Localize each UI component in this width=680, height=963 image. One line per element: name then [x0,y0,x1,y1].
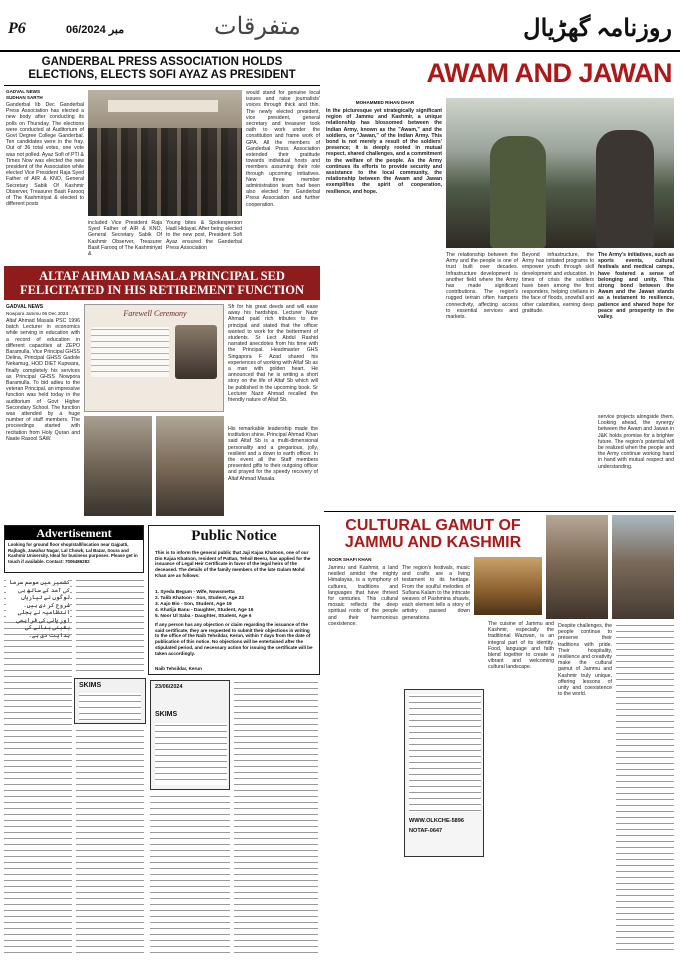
soldier-villager-photo [446,98,674,248]
heir-item: 2. Talib Khatoon - Son, Student, Age 22 [155,596,245,601]
masthead [0,0,680,52]
skims-label-1: SKIMS [79,682,102,689]
advertisement-box [4,525,144,573]
notice-closing: If any person has any objection or claim regarding the issuance of the said certificate, they are requested to submit their objections in writing to the office of the Naib Tehsildar, Kerun, within 7 days from the date of publication of this notice. No objections will be entertained after the stipulated period, and necessary action for issuing the certificate will be taken accordingly. [155,622,313,656]
awam-headline: AWAM AND JAWAN [426,58,672,88]
altaf-body-mid: Sfr for his great deeds and will ease away his hardships. Lecturer Nazir Ahmad paid rich tributes to the principal and stated that the officer wanted to work for the betterment of students. Sr Lect Abdul Rashid narrated anecdotes from his time with the Principal. Headmaster GHS Singapora F Azad shared his experiences of working with Altaf Sb as a man with golden heart. He announced that he is writing a short story on the life of Altaf Sb which will be published in the upcoming book. Sr Lecturer Nazir Ahmad recalled the friendly nature of Altaf Sb. [228,304,318,404]
awam-article [324,54,676,509]
ganderbal-article [4,54,320,264]
notice-title: Public Notice [191,528,277,544]
urdu-column-2 [76,578,144,674]
cultural-body-2: The region's festivals, music and crafts are a living testament to its heritage. From the soulful melodies of Sufiana Kalam to the intricate weaves of Pashmina shawls, each element tells a story of artistry passed down generations. [402,565,470,621]
photo-caption: included Vice President Raja Syed Father of AIR & KNO, General Secretary Sabik Of Kashmir Observer, Treasurer Basit Farooq of The Kashmiriyat & [88,220,163,258]
skims-label-2: SKIMS [155,711,178,718]
awam-byline: MOHAMMED RIHAN DHAR [355,100,415,105]
soldier-figure [490,136,546,248]
altaf-article [4,266,320,521]
cultural-continuation [616,623,674,953]
farewell-card-title: Farewell Ceremony [123,309,187,318]
crowd-shape [88,128,242,216]
urdu-advert-box [404,689,484,857]
ganderbal-headline: GANDERBAL PRESS ASSOCIATION HOLDS ELECTIONS, ELECTS SOFI AYAZ AS PRESIDENT [28,56,296,81]
press-association-photo [88,90,242,216]
cultural-body-3: The cuisine of Jammu and Kashmir, especially the traditional Wazwan, is an integral part of its identity. Food, language and faith blend together to create a vibrant and welcoming cultural landscape. [488,621,554,671]
urdu-advert-lines [409,694,481,812]
cultural-body-1: Jammu and Kashmir, a land nestled amidst the mighty Himalayas, is a symphony of cultures, traditions and languages that have thrived for centuries. This cultural mosaic reflects the deep spiritual roots of the people and their harmonious coexistence. [328,565,398,627]
notice-signature: Naib Tehsildar, Kerun [155,666,202,671]
altaf-headline: ALTAF AHMAD MASALA PRINCIPAL SED FELICITATED IN HIS RETIREMENT FUNCTION [19,269,305,297]
issue-date: 06/مبر 2024 [66,24,125,36]
altaf-place: Nowpora Jammu 06 Dec 2024 [6,311,69,316]
cultural-byline: NOOR SHAFI KHAN [328,557,372,562]
dateline-agency: GADVAL NEWS [6,89,41,94]
heir-item: 3. Aajo Bio - Son, Student, Age 19 [155,602,232,607]
masthead-rule [0,50,680,52]
skims-ad-lines-2 [155,723,227,785]
skims-ad-lines-1 [79,693,141,721]
altaf-body-left: Altaf Ahmad Masala PSC 1996 batch Lecturer in economics while serving in education with a record of education in different capacities at ZEPO Baramulla, Vice Principal GHSS Delina, Principal GHSS Gadole Nekamug, HOD DIET Kupwara, finally completely his services as Principal GHSS Nowpora Baramulla. To bid adieu to the veteran Principal, an impressive function was held today in the auditorium of Govt Higher Secondary School. The function was attended by a huge number of staff members. The proceedings started with recitation from Holy Quran and Naate Rasool SAW. [6,318,80,442]
urdu-column-2b [76,728,144,956]
skims-date: 23/06/2024 [155,684,183,690]
notice-body: This is to inform the general public that Jaji Kajaa Khatoon, one of our Dio Kajaa Khatoon, resident of Pattan, Tehsil Beeru, has applied for the issuance of Legal Heir Certificate in favor of the legal heirs of the deceased. The details of the family members of the late Gulam Mohd Khan are as follows: [155,550,311,578]
ganderbal-body-left: Ganderbal lib Dec Ganderbal Press Association has elected a new body after conducting its polls on Thursday. The elections were conducted at Auditorium of Govt Degree College Ganderbal. Ten candidates were in the fray. Out of 36 total votes, one vote was not polled. Ayaz Sofi of PTI & Times Now was elected the new president of the Association while elected Vice President Raja Syed Father of AIR & KNO, General Secretary Sabik Of Kashmir Observer, Treasurer Basit Farooq of The Kashmiriyat & elected to different posts [6,102,84,208]
principal-portrait [175,325,217,379]
cultural-body-4: Despite challenges, the people continue to preserve their traditions with pride. Their hospitality, resilience and creativity make the cultural gamut of Jammu and Kashmir truly unique, offering lessons of unity and coexistence to the world. [558,623,612,698]
heir-item: 4. Khatija Banu - Daughter, Student, Age 16 [155,608,254,613]
dateline-place: SUDHAN SARTH [6,95,43,100]
altaf-headline-box [4,266,320,300]
kashmiri-portrait-2 [612,515,674,619]
urdu-text-snippet: کشمیر میں موسم سرما کی آمد کے ساتھ ہی لوگوں نے تیاریاں شروع کر دی ہیں۔ انتظامیہ نے بجلی اور پانی کی فراہمی یقینی بنانے کی ہدایت دی ہے۔ [6,580,70,620]
page-number: P6 [8,20,26,37]
cultural-headline: CULTURAL GAMUT OF JAMMU AND KASHMIR [344,517,522,551]
ganderbal-body-mid: Young bites & Spokesperson Hadi Hidayat. After being elected to the new post, President Sofi Ayaz ensured the Ganderbal Press Association [166,220,242,251]
kashmiri-portrait-1 [546,515,608,619]
awam-body-5: service projects alongside them. Looking ahead, the synergy between the Awam and Jawan in J&K holds promise for a brighter future. The region's potential will be realized when the people and the Army continue working hand in hand with mutual respect and understanding. [598,414,674,470]
urdu-advert-ref: NOTAF-0647 [409,828,443,834]
felicitation-photo-1 [84,416,152,516]
altaf-agency: GADVAL NEWS [6,304,44,310]
advertisement-title: Advertisement [36,526,112,540]
farewell-card [84,304,224,412]
awam-body-4: The Army's initiatives, such as sports events, cultural festivals and medical camps, have fostered a sense of belonging and unity. This strong bond between the Awam and the Jawan stands as a testament to resilience, patience and shared hope for peace and prosperity in the valley. [598,252,674,321]
newspaper-name: روزنامہ گھڑیال [523,16,672,42]
heir-item: 1. Syeda Begum - Wife, Nowsmetta [155,590,235,595]
section-title: متفرقات [214,14,301,40]
banner-strip [108,100,218,112]
cultural-top-rule [324,511,676,512]
skims-ad-1 [74,678,146,724]
heir-item: 5. Noor Ul Saba - Daughter, Student, Age 6 [155,614,252,619]
awam-body-2: The relationship between the Army and the people is one of trust built over decades. Infrastructure development is another field where the Army has made significant contributions. The region's rugged terrain often hampers connectivity, affecting access to essential services and markets. [446,252,518,321]
urdu-advert-web: WWW.OLKCHE-5896 [409,818,465,824]
awam-body-3: Beyond infrastructure, the Army has initiated programs to empower youth through skill development and education. In times of crisis the soldiers have been among the first responders, helping civilians in the face of floods, snowfall and other calamities, earning deep gratitude. [522,252,594,314]
villager-figure [596,130,654,248]
card-text-lines [91,327,169,377]
awam-body-1: In the picturesque yet strategically significant region of Jammu and Kashmir, a unique relationship has blossomed between the Indian Army, known as the "Awam," and the soldiers, or "Jawan," of the Indian Army. This bond is not merely a result of the soldiers' presence; it is deeply rooted in mutual respect, shared challenges, and a commitment to the welfare of the people. As the Army continues its efforts to provide security and assistance to the local community, the relationship between the Awam and Jawan exemplifies the spirit of cooperation, resilience, and hope. [326,108,442,195]
felicitation-photo-2 [156,416,224,516]
skims-ad-2 [150,680,230,790]
urdu-column-4 [150,794,230,956]
cultural-article [324,511,676,959]
advertisement-text: Looking for ground floor shop/stall/location near Gajpatti, Rajbagh, Jawahar Nagar, Lal Chowk, Lal Bazar, Soura and Kashmir University. Ideal for business purposes. Please get in touch if available. Contact: 7006486282 [8,542,138,564]
urdu-column-3 [234,680,318,956]
ganderbal-body-right: would stand for genuine local issues and raise journalists' voices through thick and thin. The newly elected president, vice president, general secretary and treasurer took oath to work under the constitution and frame work of GPA. All the members of Ganderbal Press Association extended their gratitude towards individual hosts and members assuming their role through upcoming initiatives. New three member administration team had been also elected for Ganderbal Press Association and further cooperation. [246,90,320,208]
altaf-body-right: His remarkable leadership made the institution shine. Principal Ahmad Khan said Altaf Sb is a multi-dimensional personality and a gregarious, jolly, resilient and a down to earth officer. In the event all the Staff members presented gifts to their outgoing officer and prayed for the speedy recovery of Altaf Ahmad Masala. [228,426,318,482]
headline-rule [4,85,320,86]
advertisement-title-bar [5,526,143,540]
urdu-section [4,578,320,959]
craft-photo [474,557,542,615]
